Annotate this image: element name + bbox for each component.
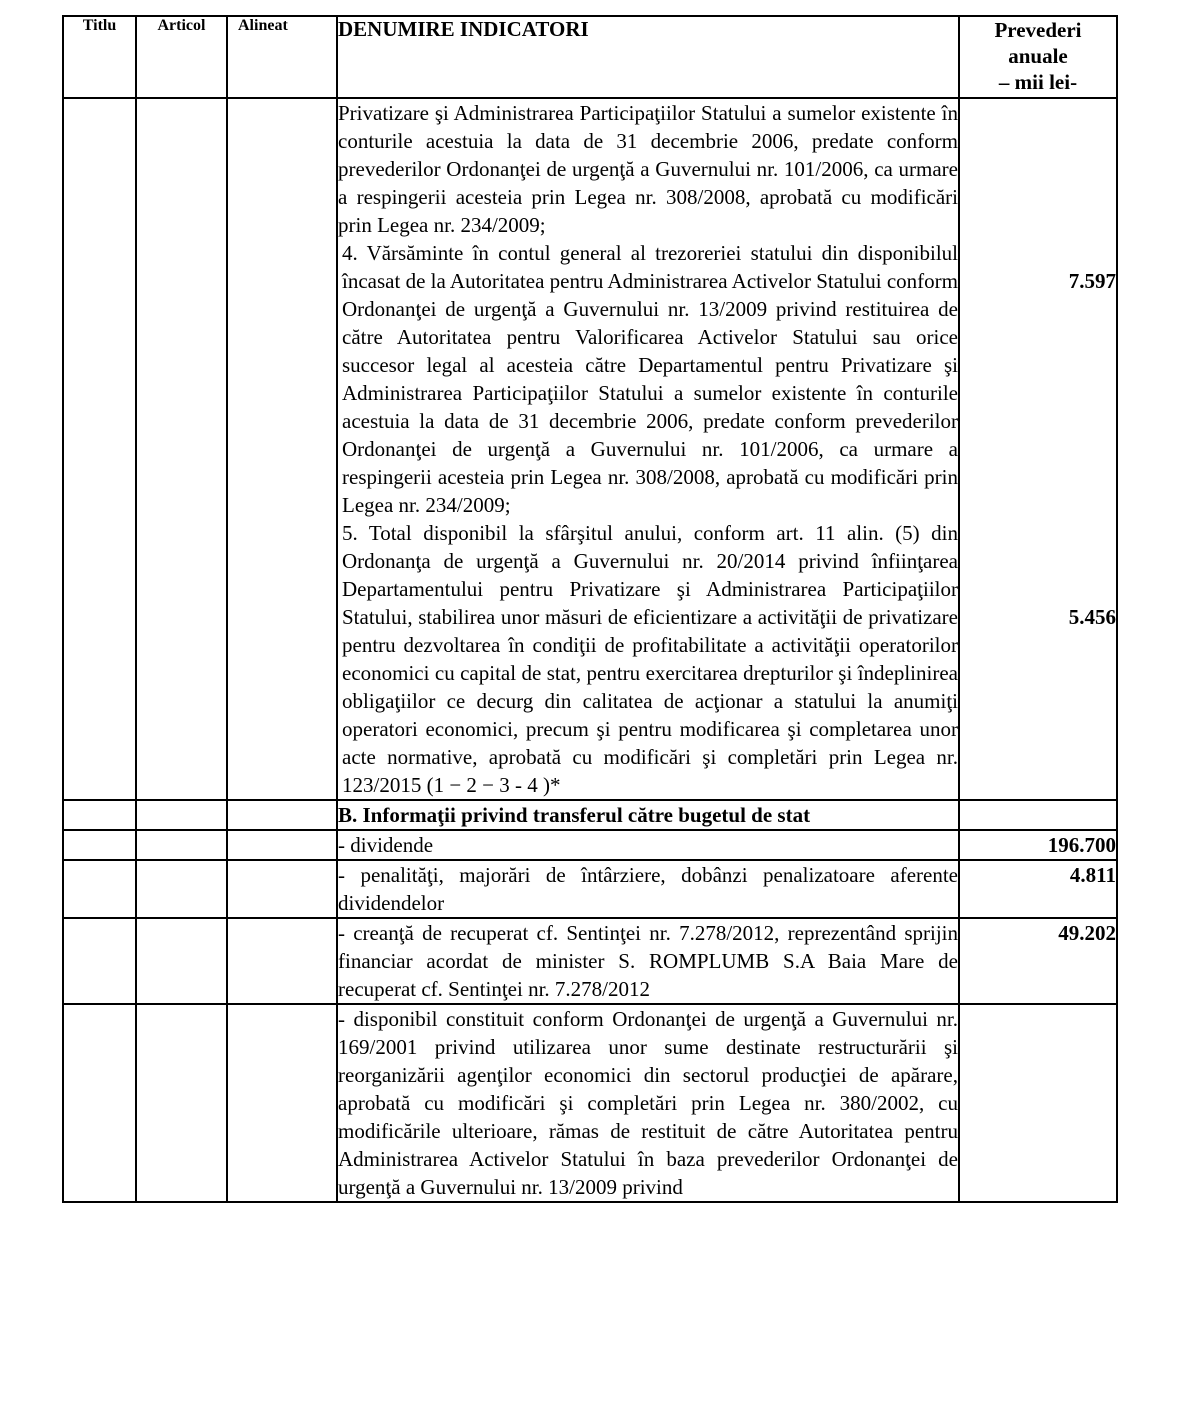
row-penalitati-label: - penalităţi, majorări de întârziere, dobânzi penalizatoare aferente dividendelor bbox=[337, 860, 959, 918]
budget-indicators-table bbox=[62, 15, 1118, 1203]
table-row bbox=[63, 860, 1117, 918]
section-b-heading: B. Informaţii privind transferul către bugetul de stat bbox=[337, 800, 959, 830]
row-creanta-label: - creanţă de recuperat cf. Sentinţei nr. 7.278/2012, reprezentând sprijin financiar acordat de minister S. ROMPLUMB S.A Baia Mare de recuperat cf. Sentinţei nr. 7.278/2012 bbox=[337, 918, 959, 1004]
header-articol: Articol bbox=[136, 16, 227, 98]
table-row bbox=[63, 918, 1117, 1004]
cell-articol bbox=[136, 98, 227, 800]
row-penalitati-value: 4.811 bbox=[959, 860, 1117, 918]
header-prevederi-anuale bbox=[959, 16, 1117, 98]
value-item-4: 7.597 bbox=[1068, 269, 1116, 293]
header-prevederi-line3: – mii lei- bbox=[998, 70, 1078, 94]
cell-denumire bbox=[337, 98, 959, 800]
table-row bbox=[63, 800, 1117, 830]
row-dividende-value: 196.700 bbox=[959, 830, 1117, 860]
header-row bbox=[63, 16, 1117, 98]
row-disponibil-label: - disponibil constituit conform Ordonanţei de urgenţă a Guvernului nr. 169/2001 privind utilizarea unor sume destinate restructurării şi reorganizării agenţilor economici din sectorul producţiei de apărare, aprobată cu modificări şi completări prin Legea nr. 380/2002, cu modificările ulterioare, rămas de restituit de către Autoritatea pentru Administrarea Activelor Statului în baza prevederilor Ordonanţei de urgenţă a Guvernului nr. 13/2009 privind bbox=[337, 1004, 959, 1202]
table-row bbox=[63, 1004, 1117, 1202]
row-creanta-value: 49.202 bbox=[959, 918, 1117, 1004]
header-prevederi-line1: Prevederi bbox=[994, 18, 1082, 42]
header-prevederi-line2: anuale bbox=[1008, 44, 1068, 68]
paragraph-item-5: 5. Total disponibil la sfârşitul anului, conform art. 11 alin. (5) din Ordonanţa de urgenţă a Guvernului nr. 20/2014 privind înfiinţarea Departamentului pentru Privatizare şi Administrarea Participaţiilor Statului, stabilirea unor măsuri de eficientizare a activităţii de privatizare pentru dezvoltarea în condiţii de profitabilitate a activităţii operatorilor economici cu capital de stat, pentru exercitarea drepturilor şi îndeplinirea obligaţiilor ce decurg din calitatea de acţionar a statului la anumiţi operatori economici, precum şi pentru modificarea şi completarea unor acte normative, aprobată cu modificări şi completări prin Legea nr. 123/2015 (1 − 2 − 3 - 4 )* bbox=[342, 521, 958, 797]
paragraph-continuation: Privatizare şi Administrarea Participaţiilor Statului a sumelor existente în conturile acestuia la data de 31 decembrie 2006, predate conform prevederilor Ordonanţei de urgenţă a Guvernului nr. 101/2006, ca urmare a respingerii acesteia prin Legea nr. 308/2008, aprobată cu modificări prin Legea nr. 234/2009; bbox=[338, 101, 958, 237]
row-dividende-label: - dividende bbox=[337, 830, 959, 860]
header-alineat: Alineat bbox=[227, 16, 337, 98]
paragraph-item-4: 4. Vărsăminte în contul general al trezoreriei statului din disponibilul încasat de la Autoritatea pentru Administrarea Activelor Statului conform Ordonanţei de urgenţă a Guvernului nr. 13/2009 privind restituirea de către Autoritatea pentru Valorificarea Activelor Statului sau orice succesor legal al acesteia către Departamentul pentru Privatizare şi Administrarea Participaţiilor Statului a sumelor existente în conturile acestuia la data de 31 decembrie 2006, predate conform prevederilor Ordonanţei de urgenţă a Guvernului nr. 101/2006, ca urmare a respingerii acesteia prin Legea nr. 308/2008, aprobată cu modificări prin Legea nr. 234/2009; bbox=[342, 241, 958, 517]
header-titlu: Titlu bbox=[63, 16, 136, 98]
cell-alineat bbox=[227, 98, 337, 800]
table-row bbox=[63, 98, 1117, 800]
cell-titlu bbox=[63, 98, 136, 800]
table-row bbox=[63, 830, 1117, 860]
value-item-5: 5.456 bbox=[1068, 605, 1116, 629]
cell-prevederi bbox=[959, 98, 1117, 800]
header-denumire-indicatori: DENUMIRE INDICATORI bbox=[337, 16, 959, 98]
